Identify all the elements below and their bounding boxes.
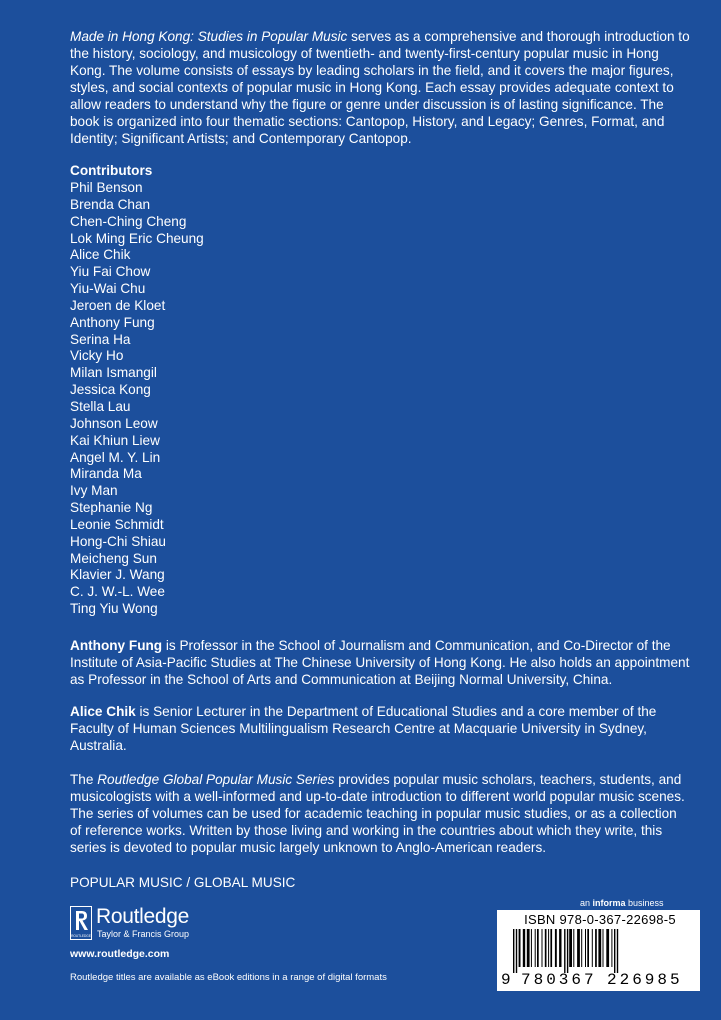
contributor-name: Jessica Kong	[70, 382, 151, 398]
series-description	[70, 771, 690, 856]
series-lead: The	[70, 772, 98, 787]
contributors-heading: Contributors	[70, 163, 153, 178]
bio-name: Anthony Fung	[70, 638, 163, 653]
contributor-name: Yiu-Wai Chu	[70, 281, 146, 297]
barcode-bar	[564, 929, 565, 973]
contributor-name: Alice Chik	[70, 247, 131, 263]
barcode-digit-group: 226985	[607, 971, 683, 989]
barcode-bar	[606, 929, 609, 967]
barcode-bar	[550, 929, 552, 967]
barcode-bar	[548, 929, 549, 967]
contributor-name: Vicky Ho	[70, 348, 124, 364]
barcode-bar	[567, 929, 568, 973]
barcode-bar	[542, 929, 543, 967]
routledge-logo-mark-icon	[70, 906, 92, 940]
barcode-bar	[595, 929, 597, 967]
bio-name: Alice Chik	[70, 704, 136, 719]
contributor-name: Jeroen de Kloet	[70, 297, 166, 313]
isbn-text: ISBN 978-0-367-22698-5	[524, 912, 676, 927]
barcode-bar	[513, 929, 514, 973]
series-text: provides popular music scholars, teachers, students, and musicologists with a well-informed and up-to-date introduction to different world popular music scenes. The series of volumes can be used for academic teaching in popular music studies, or as a collection of reference works. Written by those living and working in the countries about which they write, this series is devoted to popular music largely unknown to Anglo-American readers.	[70, 772, 685, 855]
book-description	[70, 28, 690, 147]
contributor-name: Johnson Leow	[70, 415, 158, 431]
contributor-name: Stephanie Ng	[70, 500, 153, 516]
informa-business-tag: an informa business	[580, 898, 664, 908]
contributor-name: Ting Yiu Wong	[70, 601, 158, 617]
contributor-name: Yiu Fai Chow	[70, 264, 151, 280]
barcode-bars	[511, 929, 691, 973]
contributor-name: Angel M. Y. Lin	[70, 449, 161, 465]
contributor-name: Phil Benson	[70, 180, 143, 195]
contributor-name: Stella Lau	[70, 398, 131, 414]
contributor-name: C. J. W.-L. Wee	[70, 584, 165, 600]
barcode-bar	[516, 929, 517, 973]
contributor-name: Chen-Ching Cheng	[70, 213, 187, 229]
publisher-website: www.routledge.com	[70, 948, 170, 960]
contributors-list	[70, 180, 204, 618]
contributor-name: Klavier J. Wang	[70, 567, 165, 583]
series-name: Routledge Global Popular Music Series	[97, 772, 335, 787]
contributor-name: Kai Khiun Liew	[70, 432, 160, 448]
barcode-bar	[535, 929, 536, 967]
barcode-first-digit: 9	[501, 971, 511, 989]
barcode-bar	[611, 929, 612, 967]
ebook-note: Routledge titles are available as eBook editions in a range of digital formats	[70, 972, 387, 983]
barcode-bar	[585, 929, 586, 967]
barcode-bar	[598, 929, 601, 967]
isbn-barcode	[497, 910, 700, 991]
contributor-name: Lok Ming Eric Cheung	[70, 230, 204, 246]
barcode-bar	[617, 929, 618, 973]
barcode-bar	[531, 929, 532, 967]
bio-alice-chik	[70, 703, 690, 754]
subject-category: POPULAR MUSIC / GLOBAL MUSIC	[70, 875, 296, 890]
barcode-bar	[523, 929, 525, 967]
barcode-bar	[577, 929, 580, 967]
contributor-name: Meicheng Sun	[70, 550, 157, 566]
contributor-name: Ivy Man	[70, 483, 118, 499]
barcode-bar	[569, 929, 572, 967]
contributor-name: Miranda Ma	[70, 466, 142, 482]
barcode-bar	[559, 929, 561, 967]
barcode-bar	[587, 929, 589, 967]
barcode-bar	[614, 929, 615, 973]
barcode-bar	[603, 929, 604, 967]
logo-vertical-text: ROUTLEDGE	[71, 934, 91, 938]
barcode-bar	[537, 929, 539, 967]
bio-anthony-fung	[70, 637, 690, 688]
bio-text: is Senior Lecturer in the Department of Educational Studies and a core member of the Faculty of Human Sciences Multilingualism Research Centre at Macquarie University in Sydney, Australia.	[70, 704, 657, 753]
informa-brand: informa	[592, 898, 626, 908]
barcode-bar	[527, 929, 530, 967]
contributor-name: Serina Ha	[70, 331, 131, 347]
barcode-digit-group: 780367	[521, 971, 597, 989]
barcode-bar	[519, 929, 521, 967]
book-description-text: serves as a comprehensive and thorough introduction to the history, sociology, and musicology of twentieth- and twenty-first-century popular music in Hong Kong. The volume consists of essays by leading scholars in the field, and it covers the major figures, styles, and social contexts of popular music in Hong Kong. Each essay provides adequate context to allow readers to understand why the figure or genre under discussion is of lasting significance. The book is organized into four thematic sections: Cantopop, History, and Legacy; Genres, Format, and Identity; Significant Artists; and Contemporary Cantopop.	[70, 29, 690, 146]
barcode-bar	[545, 929, 547, 967]
book-title: Made in Hong Kong: Studies in Popular Music	[70, 29, 348, 44]
contributor-name: Anthony Fung	[70, 314, 155, 330]
routledge-logo	[70, 906, 210, 940]
barcode-bar	[581, 929, 582, 967]
contributor-name: Leonie Schmidt	[70, 516, 164, 532]
publisher-group: Taylor & Francis Group	[97, 929, 190, 939]
barcode-bar	[555, 929, 557, 967]
contributor-name: Milan Ismangil	[70, 365, 157, 381]
publisher-name: Routledge	[96, 905, 190, 928]
barcode-bar	[592, 929, 593, 967]
barcode-bar	[573, 929, 574, 967]
contributor-name: Hong-Chi Shiau	[70, 533, 166, 549]
contributor-name: Brenda Chan	[70, 196, 151, 212]
bio-text: is Professor in the School of Journalism and Communication, and Co-Director of the Institute of Asia-Pacific Studies at The Chinese University of Hong Kong. He also holds an appointment as Professor in the School of Arts and Communication at Beijing Normal University, China.	[70, 638, 690, 687]
